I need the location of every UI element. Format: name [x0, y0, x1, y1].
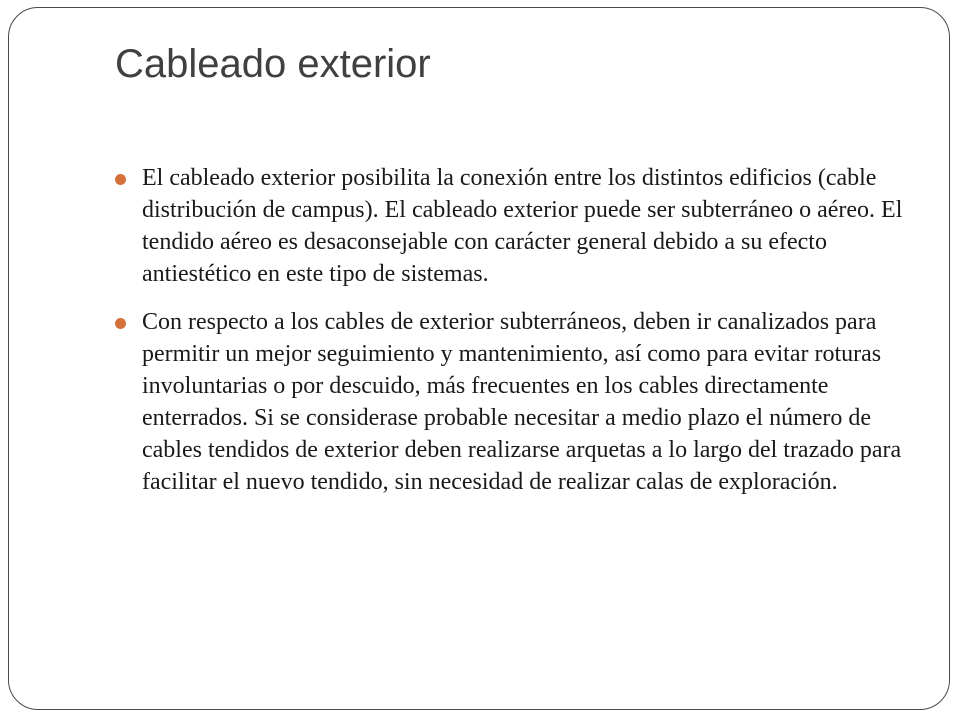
slide-frame: [8, 7, 950, 710]
bullet-text: Con respecto a los cables de exterior subterráneos, deben ir canalizados para permitir un mejor seguimiento y mantenimiento, así como para evitar roturas involuntarias o por descuido, más frecuentes en los cables directamente enterrados. Si se considerase probable necesitar a medio plazo el número de cables tendidos de exterior deben realizarse arquetas a lo largo del trazado para facilitar el nuevo tendido, sin necesidad de realizar calas de exploración.: [142, 309, 902, 495]
bullet-dot-icon: [115, 318, 126, 329]
slide-title: Cableado exterior: [115, 42, 431, 86]
bullet-item-1: [115, 162, 915, 290]
bullet-dot-icon: [115, 174, 126, 185]
bullet-text: El cableado exterior posibilita la conexión entre los distintos edificios (cable distribución de campus). El cableado exterior puede ser subterráneo o aéreo. El tendido aéreo es desaconsejable con carácter general debido a su efecto antiestético en este tipo de sistemas.: [142, 165, 903, 287]
bullet-item-2: [115, 306, 915, 498]
bullet-list: [115, 162, 915, 514]
